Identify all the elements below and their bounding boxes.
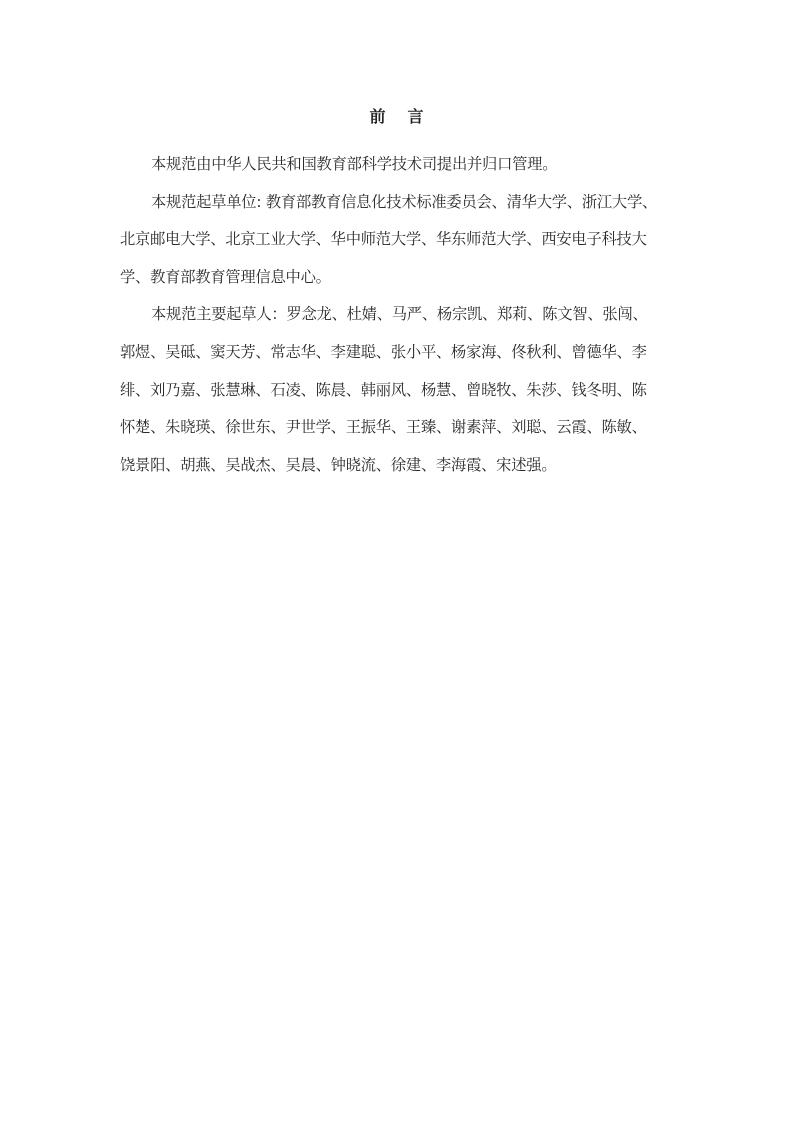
page-title [0,106,793,128]
paragraph-line: 本规范由中华人民共和国教育部科学技术司提出并归口管理。 [151,155,558,173]
page-title-char-1: 前 [369,107,386,126]
paragraph-responsibility [120,146,684,184]
paragraph-line: 绯、刘乃嘉、张慧琳、石凌、陈晨、韩丽风、杨慧、曾晓牧、朱莎、钱冬明、陈 [120,380,647,399]
foreword-body [120,146,684,484]
paragraph-drafters [120,296,684,484]
paragraph-drafting-units [120,184,684,297]
paragraph-line: 饶景阳、胡燕、吴战杰、吴晨、钟晓流、徐建、李海霞、宋述强。 [120,455,557,474]
paragraph-line: 本规范起草单位: 教育部教育信息化技术标准委员会、清华大学、浙江大学、 [151,192,658,211]
page-title-char-2: 言 [407,107,424,126]
paragraph-line: 怀楚、朱晓瑛、徐世东、尹世学、王振华、王臻、谢素萍、刘聪、云霞、陈敏、 [120,418,647,437]
paragraph-line: 本规范主要起草人：罗念龙、杜婧、马严、杨宗凯、郑莉、陈文智、张闯、 [151,305,648,324]
paragraph-line: 北京邮电大学、北京工业大学、华中师范大学、华东师范大学、西安电子科技大 [120,230,647,249]
paragraph-line: 学、教育部教育管理信息中心。 [120,267,331,286]
paragraph-line: 郭煜、吴砥、窦天芳、常志华、李建聪、张小平、杨家海、佟秋利、曾德华、李 [120,342,647,361]
